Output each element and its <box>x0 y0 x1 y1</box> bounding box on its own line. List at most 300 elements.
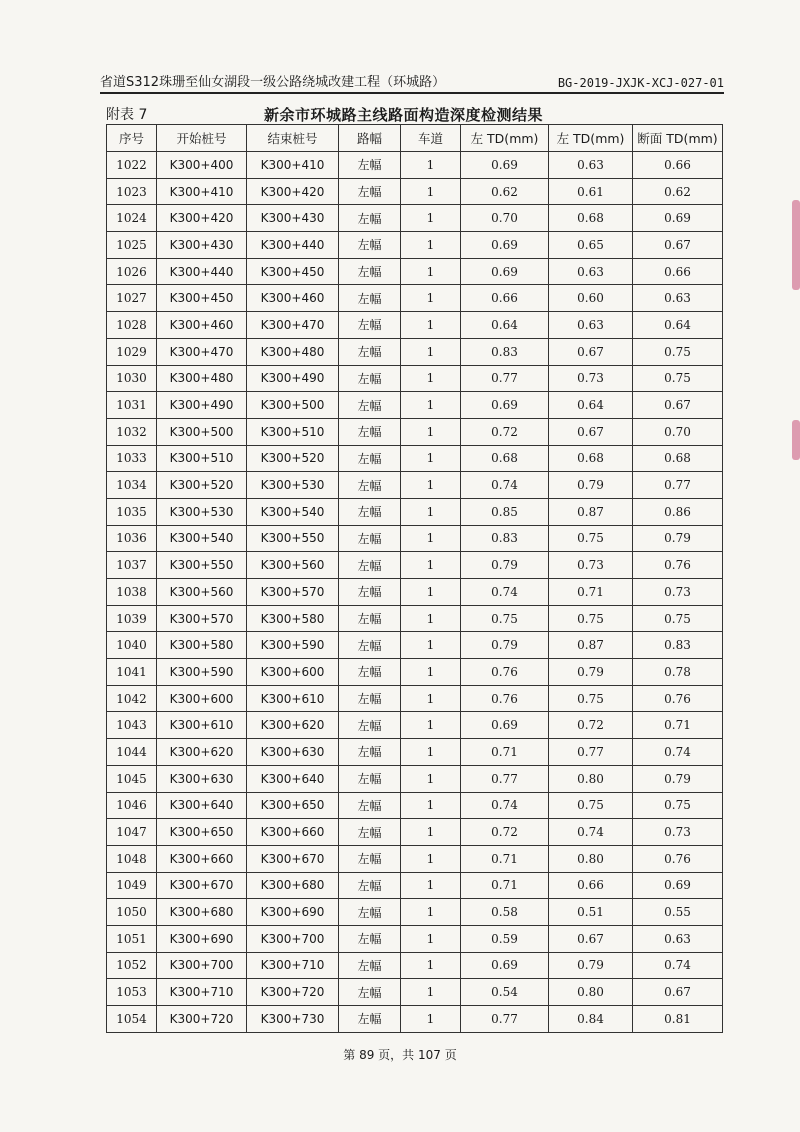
table-row <box>107 285 723 312</box>
start-station: K300+420 <box>157 205 247 232</box>
lane: 1 <box>401 338 461 365</box>
lane: 1 <box>401 365 461 392</box>
roadway-side: 左幅 <box>339 659 401 686</box>
table-row <box>107 365 723 392</box>
column-header: 左 TD(mm) <box>549 125 633 152</box>
section-td: 0.83 <box>633 632 723 659</box>
left-td: 0.69 <box>461 952 549 979</box>
roadway-side: 左幅 <box>339 979 401 1006</box>
column-header: 路幅 <box>339 125 401 152</box>
start-station: K300+720 <box>157 1006 247 1033</box>
table-body <box>107 152 723 1033</box>
row-index: 1034 <box>107 472 157 499</box>
left-td-2: 0.79 <box>549 659 633 686</box>
lane: 1 <box>401 205 461 232</box>
lane: 1 <box>401 152 461 179</box>
left-td: 0.74 <box>461 472 549 499</box>
left-td-2: 0.61 <box>549 178 633 205</box>
table-row <box>107 979 723 1006</box>
lane: 1 <box>401 552 461 579</box>
roadway-side: 左幅 <box>339 445 401 472</box>
start-station: K300+640 <box>157 792 247 819</box>
left-td-2: 0.79 <box>549 472 633 499</box>
section-td: 0.74 <box>633 739 723 766</box>
left-td: 0.69 <box>461 152 549 179</box>
table-row <box>107 1006 723 1033</box>
roadway-side: 左幅 <box>339 152 401 179</box>
left-td-2: 0.87 <box>549 498 633 525</box>
end-station: K300+680 <box>247 872 339 899</box>
start-station: K300+480 <box>157 365 247 392</box>
lane: 1 <box>401 685 461 712</box>
row-index: 1023 <box>107 178 157 205</box>
start-station: K300+440 <box>157 258 247 285</box>
roadway-side: 左幅 <box>339 819 401 846</box>
table-row <box>107 312 723 339</box>
end-station: K300+730 <box>247 1006 339 1033</box>
table-row <box>107 418 723 445</box>
table-row <box>107 232 723 259</box>
stamp-edge-mark <box>792 420 800 460</box>
left-td-2: 0.84 <box>549 1006 633 1033</box>
start-station: K300+470 <box>157 338 247 365</box>
end-station: K300+490 <box>247 365 339 392</box>
section-td: 0.76 <box>633 845 723 872</box>
lane: 1 <box>401 498 461 525</box>
roadway-side: 左幅 <box>339 498 401 525</box>
start-station: K300+490 <box>157 392 247 419</box>
left-td: 0.74 <box>461 792 549 819</box>
section-td: 0.78 <box>633 659 723 686</box>
report-code: BG-2019-JXJK-XCJ-027-01 <box>557 76 724 90</box>
end-station: K300+580 <box>247 605 339 632</box>
lane: 1 <box>401 472 461 499</box>
lane: 1 <box>401 525 461 552</box>
roadway-side: 左幅 <box>339 845 401 872</box>
roadway-side: 左幅 <box>339 899 401 926</box>
left-td: 0.54 <box>461 979 549 1006</box>
section-td: 0.71 <box>633 712 723 739</box>
roadway-side: 左幅 <box>339 178 401 205</box>
end-station: K300+550 <box>247 525 339 552</box>
roadway-side: 左幅 <box>339 765 401 792</box>
column-header: 车道 <box>401 125 461 152</box>
section-td: 0.76 <box>633 552 723 579</box>
start-station: K300+620 <box>157 739 247 766</box>
end-station: K300+610 <box>247 685 339 712</box>
row-index: 1029 <box>107 338 157 365</box>
left-td: 0.71 <box>461 872 549 899</box>
lane: 1 <box>401 899 461 926</box>
roadway-side: 左幅 <box>339 552 401 579</box>
left-td: 0.62 <box>461 178 549 205</box>
lane: 1 <box>401 418 461 445</box>
end-station: K300+660 <box>247 819 339 846</box>
section-td: 0.62 <box>633 178 723 205</box>
left-td-2: 0.63 <box>549 152 633 179</box>
left-td-2: 0.73 <box>549 365 633 392</box>
start-station: K300+430 <box>157 232 247 259</box>
end-station: K300+540 <box>247 498 339 525</box>
section-td: 0.79 <box>633 525 723 552</box>
section-td: 0.64 <box>633 312 723 339</box>
section-td: 0.67 <box>633 392 723 419</box>
left-td: 0.69 <box>461 232 549 259</box>
left-td-2: 0.63 <box>549 312 633 339</box>
row-index: 1050 <box>107 899 157 926</box>
left-td-2: 0.67 <box>549 925 633 952</box>
end-station: K300+500 <box>247 392 339 419</box>
table-row <box>107 205 723 232</box>
row-index: 1027 <box>107 285 157 312</box>
row-index: 1041 <box>107 659 157 686</box>
table-row <box>107 258 723 285</box>
table-row <box>107 659 723 686</box>
section-td: 0.74 <box>633 952 723 979</box>
end-station: K300+640 <box>247 765 339 792</box>
roadway-side: 左幅 <box>339 258 401 285</box>
section-td: 0.55 <box>633 899 723 926</box>
left-td-2: 0.75 <box>549 685 633 712</box>
roadway-side: 左幅 <box>339 338 401 365</box>
table-row <box>107 552 723 579</box>
roadway-side: 左幅 <box>339 232 401 259</box>
section-td: 0.79 <box>633 765 723 792</box>
left-td-2: 0.80 <box>549 979 633 1006</box>
table-row <box>107 152 723 179</box>
section-td: 0.77 <box>633 472 723 499</box>
left-td-2: 0.75 <box>549 605 633 632</box>
left-td-2: 0.66 <box>549 872 633 899</box>
stamp-edge-mark <box>792 200 800 290</box>
start-station: K300+550 <box>157 552 247 579</box>
left-td: 0.69 <box>461 392 549 419</box>
section-td: 0.76 <box>633 685 723 712</box>
row-index: 1026 <box>107 258 157 285</box>
start-station: K300+400 <box>157 152 247 179</box>
left-td-2: 0.79 <box>549 952 633 979</box>
row-index: 1054 <box>107 1006 157 1033</box>
left-td: 0.77 <box>461 1006 549 1033</box>
left-td: 0.64 <box>461 312 549 339</box>
lane: 1 <box>401 605 461 632</box>
end-station: K300+700 <box>247 925 339 952</box>
lane: 1 <box>401 872 461 899</box>
left-td-2: 0.77 <box>549 739 633 766</box>
start-station: K300+680 <box>157 899 247 926</box>
title-row <box>106 102 722 124</box>
start-station: K300+630 <box>157 765 247 792</box>
roadway-side: 左幅 <box>339 392 401 419</box>
left-td: 0.83 <box>461 338 549 365</box>
start-station: K300+660 <box>157 845 247 872</box>
section-td: 0.81 <box>633 1006 723 1033</box>
left-td-2: 0.80 <box>549 765 633 792</box>
row-index: 1036 <box>107 525 157 552</box>
roadway-side: 左幅 <box>339 312 401 339</box>
roadway-side: 左幅 <box>339 792 401 819</box>
lane: 1 <box>401 285 461 312</box>
row-index: 1046 <box>107 792 157 819</box>
roadway-side: 左幅 <box>339 632 401 659</box>
lane: 1 <box>401 258 461 285</box>
table-row <box>107 605 723 632</box>
end-station: K300+440 <box>247 232 339 259</box>
roadway-side: 左幅 <box>339 605 401 632</box>
roadway-side: 左幅 <box>339 365 401 392</box>
table-row <box>107 579 723 606</box>
roadway-side: 左幅 <box>339 205 401 232</box>
lane: 1 <box>401 845 461 872</box>
left-td: 0.83 <box>461 525 549 552</box>
column-header: 断面 TD(mm) <box>633 125 723 152</box>
section-td: 0.75 <box>633 605 723 632</box>
start-station: K300+560 <box>157 579 247 606</box>
table-row <box>107 685 723 712</box>
end-station: K300+690 <box>247 899 339 926</box>
row-index: 1025 <box>107 232 157 259</box>
left-td-2: 0.64 <box>549 392 633 419</box>
section-td: 0.75 <box>633 365 723 392</box>
row-index: 1049 <box>107 872 157 899</box>
left-td: 0.71 <box>461 739 549 766</box>
left-td-2: 0.75 <box>549 525 633 552</box>
row-index: 1048 <box>107 845 157 872</box>
row-index: 1028 <box>107 312 157 339</box>
section-td: 0.66 <box>633 152 723 179</box>
left-td: 0.77 <box>461 365 549 392</box>
left-td-2: 0.65 <box>549 232 633 259</box>
row-index: 1024 <box>107 205 157 232</box>
row-index: 1043 <box>107 712 157 739</box>
table-row <box>107 739 723 766</box>
left-td-2: 0.80 <box>549 845 633 872</box>
start-station: K300+520 <box>157 472 247 499</box>
section-td: 0.63 <box>633 925 723 952</box>
left-td-2: 0.68 <box>549 205 633 232</box>
end-station: K300+450 <box>247 258 339 285</box>
start-station: K300+500 <box>157 418 247 445</box>
lane: 1 <box>401 739 461 766</box>
row-index: 1047 <box>107 819 157 846</box>
lane: 1 <box>401 178 461 205</box>
table-label: 附表 7 <box>106 107 148 123</box>
left-td: 0.59 <box>461 925 549 952</box>
lane: 1 <box>401 979 461 1006</box>
section-td: 0.70 <box>633 418 723 445</box>
row-index: 1038 <box>107 579 157 606</box>
table-row <box>107 792 723 819</box>
end-station: K300+410 <box>247 152 339 179</box>
row-index: 1030 <box>107 365 157 392</box>
row-index: 1044 <box>107 739 157 766</box>
table-row <box>107 872 723 899</box>
column-header: 开始桩号 <box>157 125 247 152</box>
lane: 1 <box>401 392 461 419</box>
row-index: 1042 <box>107 685 157 712</box>
start-station: K300+670 <box>157 872 247 899</box>
left-td-2: 0.63 <box>549 258 633 285</box>
left-td: 0.74 <box>461 579 549 606</box>
end-station: K300+430 <box>247 205 339 232</box>
table-title: 新余市环城路主线路面构造深度检测结果 <box>264 106 544 124</box>
lane: 1 <box>401 312 461 339</box>
end-station: K300+710 <box>247 952 339 979</box>
left-td-2: 0.87 <box>549 632 633 659</box>
start-station: K300+580 <box>157 632 247 659</box>
left-td: 0.58 <box>461 899 549 926</box>
left-td-2: 0.51 <box>549 899 633 926</box>
left-td: 0.66 <box>461 285 549 312</box>
section-td: 0.63 <box>633 285 723 312</box>
section-td: 0.69 <box>633 205 723 232</box>
table-row <box>107 899 723 926</box>
lane: 1 <box>401 792 461 819</box>
left-td-2: 0.68 <box>549 445 633 472</box>
lane: 1 <box>401 765 461 792</box>
table-row <box>107 845 723 872</box>
roadway-side: 左幅 <box>339 525 401 552</box>
section-td: 0.69 <box>633 872 723 899</box>
left-td-2: 0.72 <box>549 712 633 739</box>
start-station: K300+700 <box>157 952 247 979</box>
left-td: 0.79 <box>461 552 549 579</box>
roadway-side: 左幅 <box>339 418 401 445</box>
lane: 1 <box>401 819 461 846</box>
end-station: K300+650 <box>247 792 339 819</box>
lane: 1 <box>401 1006 461 1033</box>
left-td-2: 0.60 <box>549 285 633 312</box>
roadway-side: 左幅 <box>339 472 401 499</box>
end-station: K300+530 <box>247 472 339 499</box>
end-station: K300+560 <box>247 552 339 579</box>
left-td: 0.79 <box>461 632 549 659</box>
section-td: 0.75 <box>633 792 723 819</box>
left-td: 0.76 <box>461 659 549 686</box>
left-td-2: 0.74 <box>549 819 633 846</box>
end-station: K300+480 <box>247 338 339 365</box>
left-td: 0.69 <box>461 258 549 285</box>
roadway-side: 左幅 <box>339 579 401 606</box>
lane: 1 <box>401 925 461 952</box>
roadway-side: 左幅 <box>339 925 401 952</box>
row-index: 1053 <box>107 979 157 1006</box>
row-index: 1033 <box>107 445 157 472</box>
table-row <box>107 819 723 846</box>
table-row <box>107 498 723 525</box>
project-name: 省道S312珠珊至仙女湖段一级公路绕城改建工程（环城路） <box>100 75 446 90</box>
section-td: 0.73 <box>633 819 723 846</box>
end-station: K300+720 <box>247 979 339 1006</box>
roadway-side: 左幅 <box>339 1006 401 1033</box>
roadway-side: 左幅 <box>339 285 401 312</box>
start-station: K300+460 <box>157 312 247 339</box>
roadway-side: 左幅 <box>339 872 401 899</box>
table-row <box>107 632 723 659</box>
left-td-2: 0.67 <box>549 338 633 365</box>
row-index: 1045 <box>107 765 157 792</box>
start-station: K300+570 <box>157 605 247 632</box>
start-station: K300+610 <box>157 712 247 739</box>
end-station: K300+590 <box>247 632 339 659</box>
left-td: 0.75 <box>461 605 549 632</box>
section-td: 0.66 <box>633 258 723 285</box>
table-row <box>107 392 723 419</box>
left-td: 0.69 <box>461 712 549 739</box>
end-station: K300+420 <box>247 178 339 205</box>
left-td: 0.68 <box>461 445 549 472</box>
table-row <box>107 525 723 552</box>
start-station: K300+690 <box>157 925 247 952</box>
left-td: 0.77 <box>461 765 549 792</box>
row-index: 1037 <box>107 552 157 579</box>
row-index: 1035 <box>107 498 157 525</box>
section-td: 0.75 <box>633 338 723 365</box>
lane: 1 <box>401 659 461 686</box>
table-row <box>107 952 723 979</box>
start-station: K300+540 <box>157 525 247 552</box>
end-station: K300+620 <box>247 712 339 739</box>
start-station: K300+450 <box>157 285 247 312</box>
row-index: 1039 <box>107 605 157 632</box>
left-td-2: 0.71 <box>549 579 633 606</box>
end-station: K300+470 <box>247 312 339 339</box>
end-station: K300+670 <box>247 845 339 872</box>
row-index: 1051 <box>107 925 157 952</box>
end-station: K300+600 <box>247 659 339 686</box>
table-row <box>107 178 723 205</box>
table-row <box>107 712 723 739</box>
left-td-2: 0.75 <box>549 792 633 819</box>
left-td: 0.72 <box>461 819 549 846</box>
section-td: 0.67 <box>633 232 723 259</box>
row-index: 1040 <box>107 632 157 659</box>
roadway-side: 左幅 <box>339 712 401 739</box>
column-header: 序号 <box>107 125 157 152</box>
start-station: K300+710 <box>157 979 247 1006</box>
end-station: K300+570 <box>247 579 339 606</box>
start-station: K300+590 <box>157 659 247 686</box>
table-row <box>107 445 723 472</box>
left-td: 0.85 <box>461 498 549 525</box>
start-station: K300+650 <box>157 819 247 846</box>
end-station: K300+520 <box>247 445 339 472</box>
row-index: 1031 <box>107 392 157 419</box>
page-header <box>100 66 724 94</box>
table-row <box>107 925 723 952</box>
section-td: 0.68 <box>633 445 723 472</box>
results-table <box>106 124 723 1033</box>
lane: 1 <box>401 232 461 259</box>
start-station: K300+530 <box>157 498 247 525</box>
lane: 1 <box>401 712 461 739</box>
table-header-row <box>107 125 723 152</box>
left-td: 0.71 <box>461 845 549 872</box>
section-td: 0.67 <box>633 979 723 1006</box>
section-td: 0.86 <box>633 498 723 525</box>
roadway-side: 左幅 <box>339 685 401 712</box>
left-td-2: 0.67 <box>549 418 633 445</box>
lane: 1 <box>401 632 461 659</box>
left-td-2: 0.73 <box>549 552 633 579</box>
row-index: 1022 <box>107 152 157 179</box>
end-station: K300+630 <box>247 739 339 766</box>
row-index: 1052 <box>107 952 157 979</box>
left-td: 0.72 <box>461 418 549 445</box>
left-td: 0.70 <box>461 205 549 232</box>
start-station: K300+600 <box>157 685 247 712</box>
end-station: K300+510 <box>247 418 339 445</box>
